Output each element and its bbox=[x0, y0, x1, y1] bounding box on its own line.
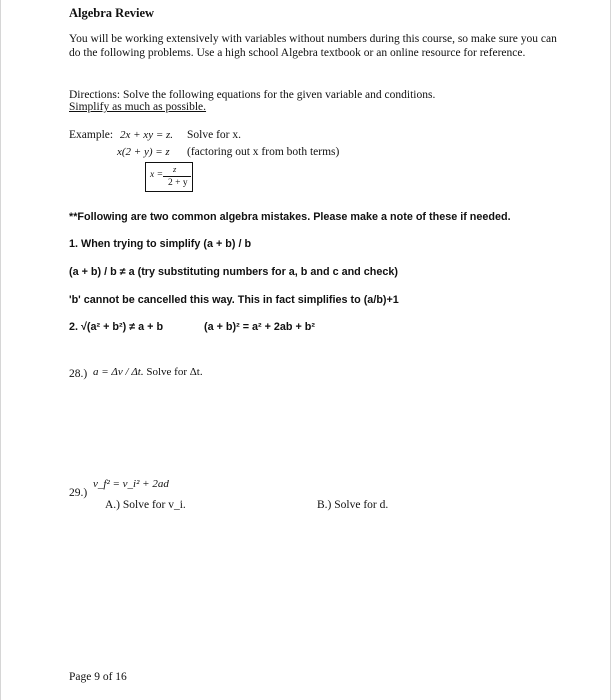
example-step-equation: x(2 + y) = z bbox=[117, 146, 170, 158]
question-28-text bbox=[93, 366, 203, 378]
question-29-part-b: B.) Solve for d. bbox=[317, 499, 389, 511]
example-answer-numerator: z bbox=[173, 164, 177, 174]
question-29-number: 29.) bbox=[69, 487, 88, 499]
directions-line-2: Simplify as much as possible. bbox=[69, 101, 207, 113]
mistake-2-identity: (a + b)² = a² + 2ab + b² bbox=[204, 321, 316, 333]
question-28-equation: a = Δv / Δt. bbox=[93, 366, 144, 378]
directions-line-1: Directions: Solve the following equations for the given variable and conditions. bbox=[69, 89, 436, 101]
mistake-1-detail: (a + b) / b ≠ a (try substituting numbers for a, b and c and check) bbox=[69, 266, 398, 278]
page-number: Page 9 of 16 bbox=[69, 671, 127, 683]
question-28-prompt: Solve for Δt. bbox=[146, 366, 203, 378]
question-29-equation: v_f² = v_i² + 2ad bbox=[93, 478, 169, 490]
example-step-note: (factoring out x from both terms) bbox=[187, 146, 340, 158]
example-label: Example: bbox=[69, 129, 114, 141]
question-29-part-a: A.) Solve for v_i. bbox=[105, 499, 186, 511]
page-title: Algebra Review bbox=[69, 6, 155, 20]
fraction-bar bbox=[163, 176, 191, 177]
mistake-1-note: 'b' cannot be cancelled this way. This in fact simplifies to (a/b)+1 bbox=[69, 294, 399, 306]
intro-paragraph: You will be working extensively with variables without numbers during this course, so make sure you can do the following problems. Use a high school Algebra textbook or an online resource for reference. bbox=[69, 33, 557, 59]
mistakes-heading: **Following are two common algebra mistakes. Please make a note of these if needed. bbox=[69, 211, 511, 223]
mistake-2: 2. √(a² + b²) ≠ a + b bbox=[69, 321, 164, 333]
example-solve-for: Solve for x. bbox=[187, 129, 241, 141]
example-equation: 2x + xy = z. bbox=[120, 129, 174, 141]
example-answer-lhs: x = bbox=[150, 170, 164, 180]
mistake-1: 1. When trying to simplify (a + b) / b bbox=[69, 238, 252, 250]
example-answer-denominator: 2 + y bbox=[168, 178, 188, 188]
question-28-number: 28.) bbox=[69, 368, 88, 380]
